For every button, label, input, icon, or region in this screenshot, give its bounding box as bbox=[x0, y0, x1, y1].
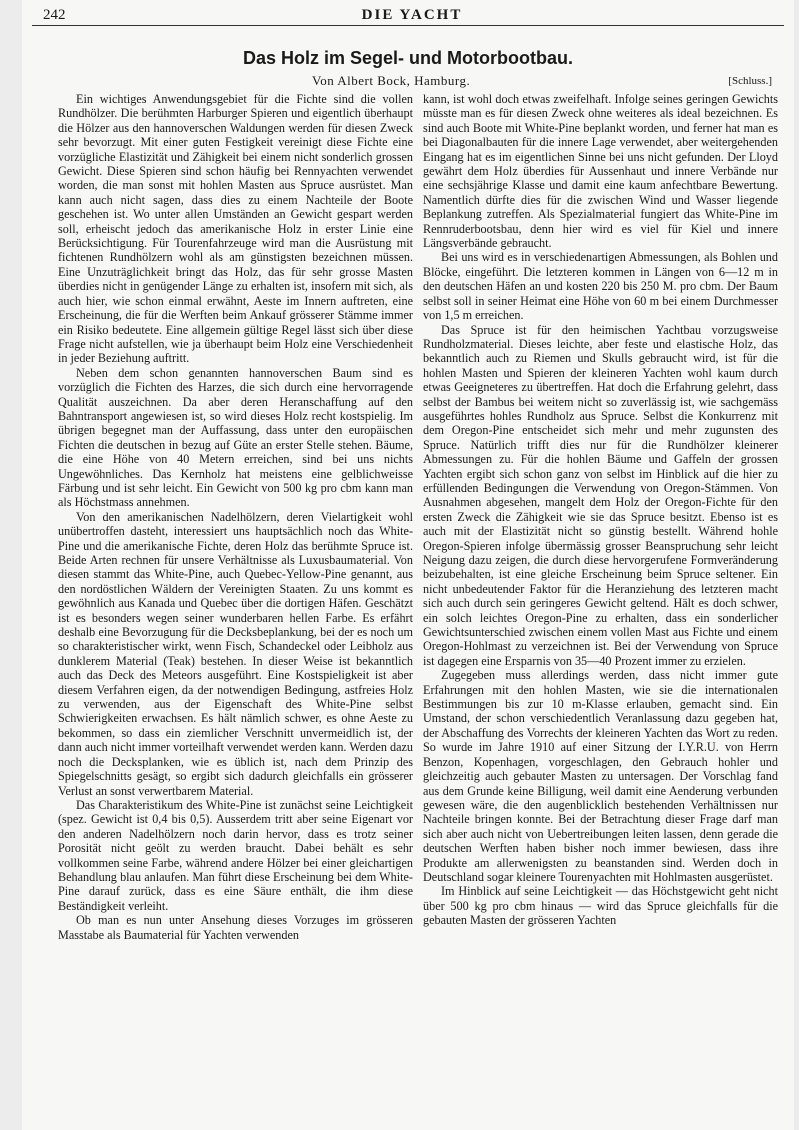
paragraph: Ob man es nun unter Ansehung dieses Vorzuges im grösseren Masstabe als Baumaterial für Yachten verwenden bbox=[58, 913, 413, 942]
paragraph: Ein wichtiges Anwendungsgebiet für die Fichte sind die vollen Rundhölzer. Die berühmten Harburger Spieren und eigentlich überhaupt die Hölzer aus den hannoverschen Waldungen werden für diesen Zweck sehr bevorzugt. Mit einer guten Festigkeit vereinigt diese Fichte eine vorzügliche Elastizität und Zähigkeit bei einem nicht sonderlich grossen Gewicht. Diese Spieren sind schon häufig bei Rennyachten verwendet worden, die man sonst mit hohlen Masten aus Spruce ausrüstet. Man kann auch nicht sagen, dass dies zu einem Nachteile der Boote geschehen ist. Wo unter allen Umständen an Gewicht gespart werden soll, erheischt jedoch das amerikanische Holz in erster Linie eine Berücksichtigung. Für Tourenfahrzeuge wird man die Ausrüstung mit fichtenen Rundhölzern wohl als am günstigsten bezeichnen müssen. Eine Unzuträglichkeit bringt das Holz, das für sehr grosse Masten überdies nicht in genügender Länge zu erhalten ist, insofern mit sich, als auch hier, wie schon einmal erwähnt, Aeste im Innern auftreten, eine Erscheinung, die für die Werften beim Ankauf grösserer Stämme immer ein Risiko bedeutete. Eine allgemein gültige Regel lässt sich über diese Frage nicht aufstellen, wie ja überhaupt beim Holz eine Verschiedenheit in jeder Beziehung auftritt. bbox=[58, 92, 413, 366]
paragraph: Das Spruce ist für den heimischen Yachtbau vorzugsweise Rundholzmaterial. Dieses leichte, aber feste und elastische Holz, das bekanntlich auch zu Riemen und Skulls gebraucht wird, ist für die hohlen Masten und Spieren der kleineren Yachten wohl kaum durch etwas Geeigneteres zu übertreffen. Hat doch die Erfahrung gelehrt, dass selbst der Bambus bei weitem nicht so zuverlässig ist, wie sachgemäss ausgeführtes hohles Rundholz aus Spruce. Selbst die Konkurrenz mit dem Oregon-Pine entscheidet sich mehr und mehr zugunsten des Spruce. Natürlich trifft dies nur für die Rundhölzer kleinerer Abmessungen zu. Für die hohlen Bäume und Gaffeln der grossen Yachten ergibt sich schon ganz von selbst im Hinblick auf die hier zu erfüllenden Bedingungen die Verwendung von Oregon-Stämmen. Von Ausnahmen abgesehen, mangelt dem Holz der Oregon-Fichte für den ersten Zweck die Zähigkeit wie sie das Spruce besitzt. Ebenso ist es auch mit der Elastizität nicht so günstig bestellt. Während hohle Oregon-Spieren infolge übermässig grosser Beanspruchung sehr leicht Neigung dazu zeigen, die durch diese hervorgerufene Formveränderung beizubehalten, ist eine gleiche Erscheinung beim Spruce seltener. Ein nicht unbedeutender Faktor für die Heranziehung des letzteren macht sich auch durch sein geringeres Gewicht geltend. Hält es doch schwer, ein solch leichtes Oregon-Pine zu erhalten, dass ein sonderlicher Gewichtsunterschied zwischen einem vollen Mast aus Fichte und einem Oregon-Hohlmast zu verzeichnen ist. Bei der Verwendung von Spruce ist dagegen eine Ersparnis von 35—40 Prozent immer zu erzielen. bbox=[423, 322, 778, 668]
page-number: 242 bbox=[43, 7, 66, 23]
page-header bbox=[32, 4, 792, 26]
right-column bbox=[423, 92, 778, 1102]
article-title: Das Holz im Segel- und Motorbootbau. bbox=[243, 48, 573, 68]
paragraph: Das Charakteristikum des White-Pine ist zunächst seine Leichtigkeit (spez. Gewicht ist 0,4 bis 0,5). Ausserdem tritt aber seine Eigenart vor den anderen Nadelhölzern noch darin hervor, dass es trotz seiner Porosität nicht geölt zu werden braucht. Dabei behält es sehr vollkommen seine Farbe, während andere Hölzer bei einer gleichartigen Behandlung blau anlaufen. Man führt diese Erscheinung bei dem White-Pine darauf zurück, dass es eine Säure enthält, die ihm diese Beständigkeit verleiht. bbox=[58, 797, 413, 913]
paragraph: Von den amerikanischen Nadelhölzern, deren Vielartigkeit wohl unübertroffen dasteht, interessiert uns hauptsächlich noch das White-Pine und die amerikanische Fichte, deren Holz das berühmte Spruce ist. Beide Arten rechnen für unsere Verhältnisse als Luxusbaumaterial. Von diesen stammt das White-Pine, auch Quebec-Yellow-Pine genannt, aus den nordöstlichen Wäldern der Vereinigten Staaten. Zu uns kommt es gewöhnlich aus Kanada und Quebec über die dortigen Häfen. Geschätzt ist es besonders wegen seiner wunderbaren hellen Farbe. Es erfährt deshalb eine Bevorzugung für die Decksbeplankung, bei der es noch um so charakteristischer wirkt, wenn Fisch, Schandeckel oder Leibholz aus dunklerem Material (Teak) bestehen. In dieser Weise ist bekanntlich auch das Deck des Meteors ausgeführt. Eine Kostspieligkeit ist aber diesem Verfahren eigen, da der notwendigen Bedingung, astfreies Holz zu verwenden, aus der Eigenschaft des White-Pine selbst Schwierigkeiten erwachsen. Es hält nämlich schwer, es ohne Aeste zu bekommen, so dass ein ziemlicher Verschnitt unvermeidlich ist, der dann auch nicht immer vorteilhaft verwendet werden kann. Werden dazu noch die Decksplanken, wie es üblich ist, nach dem Prinzip des Spiegelschnitts gesägt, so ergibt sich dadurch gleichfalls ein grösserer Verlust an sonst verwertbarem Material. bbox=[58, 509, 413, 798]
continuation-note: [Schluss.] bbox=[728, 75, 772, 87]
magazine-page bbox=[22, 0, 794, 1130]
paragraph: Zugegeben muss allerdings werden, dass nicht immer gute Erfahrungen mit den hohlen Masten, wie sie die internationalen Bestimmungen bis zur 10 m-Klasse erlauben, gemacht sind. Ein Umstand, der schon verschiedentlich Veranlassung dazu gegeben hat, der Abschaffung des Vorrechts der kleineren Yachten das Wort zu reden. So wurde im Jahre 1910 auf einer Sitzung der I.Y.R.U. von Herrn Benzon, Kopenhagen, vorgeschlagen, den Gebrauch hohler und gleichzeitig auch gebauter Masten zu untersagen. Der Vorschlag fand aus dem Grunde keine Billigung, weil damit eine Aenderung verbunden gewesen wäre, die den augenblicklich bestehenden Verhältnissen nur Nachteile bringen konnte. Bei der Betrachtung dieser Frage darf man sich aber auch nicht von Uebertreibungen leiten lassen, denn gerade die deutschen Werften haben bisher noch immer bewiesen, dass ihre Produkte am allerwenigsten zu beanstanden sind. Werden doch in Deutschland sogar kleinere Tourenyachten mit Hohlmasten ausgerüstet. bbox=[423, 668, 778, 884]
paragraph: kann, ist wohl doch etwas zweifelhaft. Infolge seines geringen Gewichts müsste man es für diesen Zweck ohne weiteres als ideal bezeichnen. Es sind auch Boote mit White-Pine beplankt worden, und ferner hat man es bei Diagonalbauten für die innere Lage verwendet, aber weitergehenden Eingang hat es im eigentlichen Sinne bei uns nicht gefunden. Der Lloyd gewährt dem Holz überdies für Aussenhaut und innere Verbände nur eine sechsjährige Klasse und damit eine kaum anfechtbare Bewertung. Namentlich dürfte dies für die zwischen Wind und Wasser liegende Beplankung zutreffen. Als Spezialmaterial fungiert das White-Pine im Rennruderbootsbau, denn hier wird es viel für Kiel und innere Längsverbände gebraucht. bbox=[423, 92, 778, 251]
paragraph: Bei uns wird es in verschiedenartigen Abmessungen, als Bohlen und Blöcke, eingeführt. Die letzteren kommen in Längen von 6—12 m in den deutschen Häfen an und kosten 220 bis 250 M. pro cbm. Der Baum selbst soll in seiner Heimat eine Höhe von 60 m bei einem Durchmesser von 1,5 m erreichen. bbox=[423, 250, 778, 323]
left-column bbox=[58, 92, 413, 1102]
paragraph: Neben dem schon genannten hannoverschen Baum sind es vorzüglich die Fichten des Harzes, die sich durch eine hervorragende Qualität auszeichnen. Da aber deren Heranschaffung auf den Bahntransport angewiesen ist, so wird dieses Holz recht kostspielig. Im übrigen begegnet man der Auffassung, dass unter den europäischen Fichten die deutschen in bezug auf Güte an erster Stelle stehen. Bäume, die eine Höhe von 40 Metern erreichen, sind bei uns nichts Ungewöhnliches. Das Kernholz hat meistens eine gelblichweisse Färbung und ist sehr leicht. Ein Gewicht von 500 kg pro cbm kann man als Höchstmass annehmen. bbox=[58, 365, 413, 510]
paragraph: Im Hinblick auf seine Leichtigkeit — das Höchstgewicht geht nicht über 500 kg pro cbm hinaus — wird das Spruce gleichfalls für die gebauten Masten der grösseren Yachten bbox=[423, 884, 778, 928]
byline: Von Albert Bock, Hamburg. bbox=[312, 73, 471, 88]
header-rule bbox=[32, 25, 784, 26]
journal-title: DIE YACHT bbox=[361, 7, 463, 23]
